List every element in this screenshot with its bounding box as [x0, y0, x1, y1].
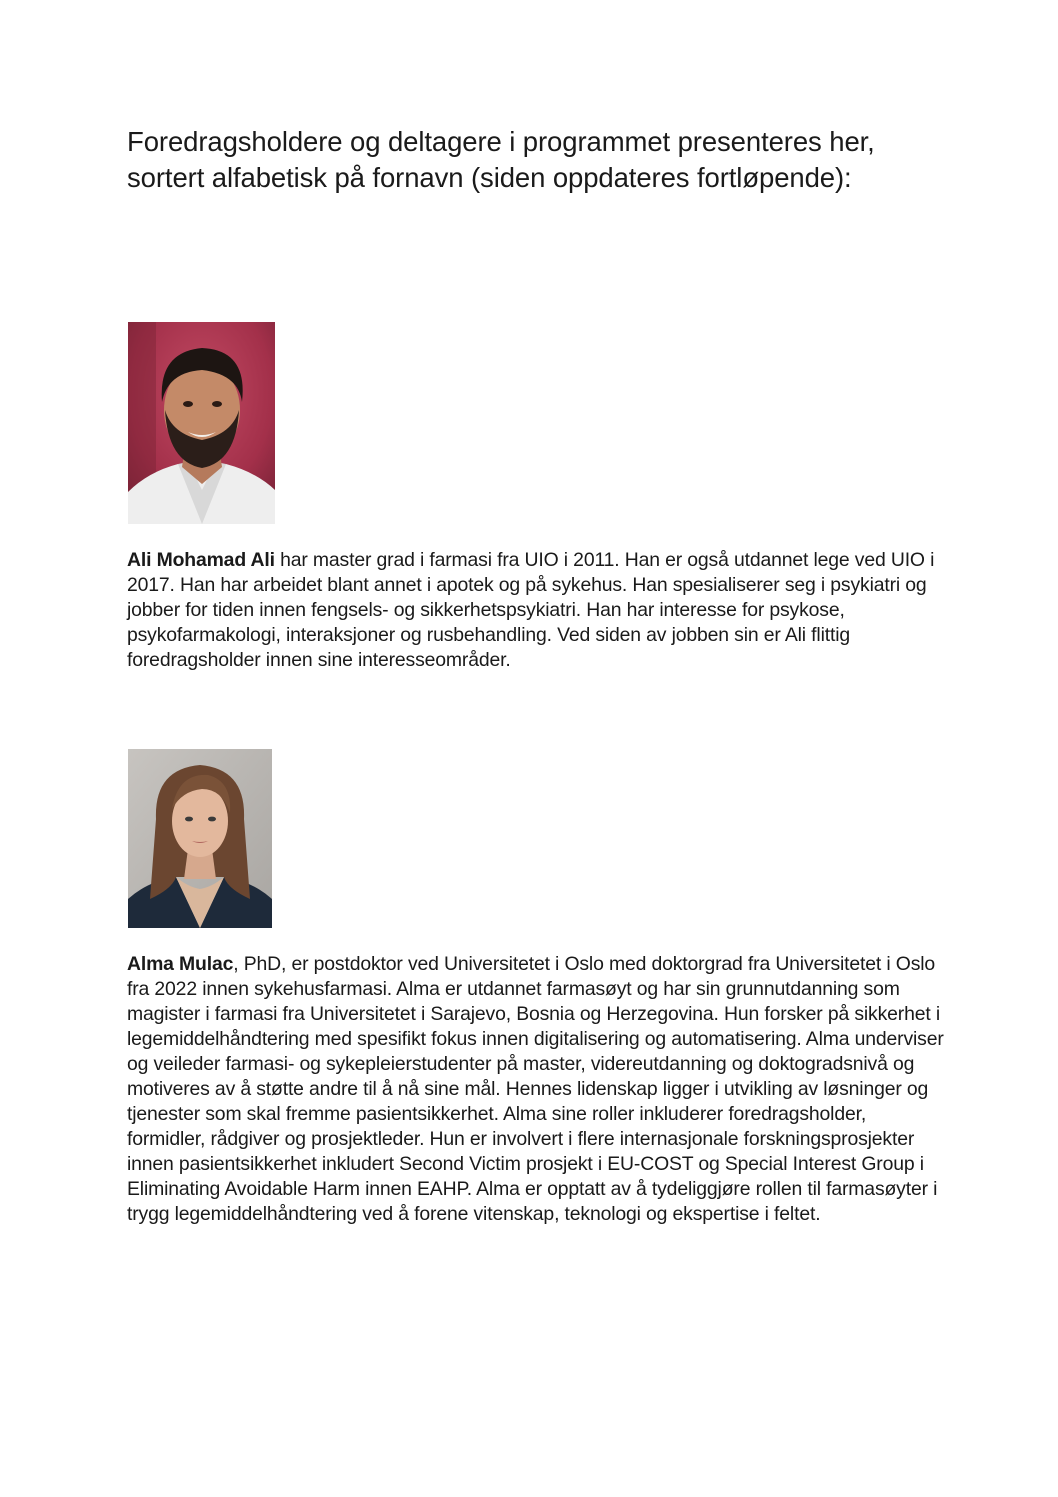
speaker-name-alma: Alma Mulac: [127, 953, 234, 975]
speaker-name-ali: Ali Mohamad Ali: [127, 549, 275, 571]
speaker-bio-alma: [127, 952, 947, 1227]
speaker-bio-text-ali: har master grad i farmasi fra UIO i 2011. Han er også utdannet lege ved UIO i 2017. Han har arbeidet blant annet i apotek og på sykehus. Han spesialiserer seg i psykiatri og jobber for tiden innen fengsels- og sikkerhetspsykiatri. Han har interesse for psykose, psykofarmakologi, interaksjoner og rusbehandling. Ved siden av jobben sin er Ali flittig foredragsholder innen sine interesseområder.: [127, 549, 935, 671]
page-heading: Foredragsholdere og deltagere i programmet presenteres her, sortert alfabetisk på fornavn (siden oppdateres fortløpende):: [127, 126, 875, 193]
speaker-photo-alma: [128, 749, 272, 928]
speaker-bio-text-alma: , PhD, er postdoktor ved Universitetet i Oslo med doktorgrad fra Universitetet i Oslo fra 2022 innen sykehusfarmasi. Alma er utdannet farmasøyt og har sin grunnutdanning som magister i farmasi fra Universitetet i Sarajevo, Bosnia og Herzegovina. Hun forsker på sikkerhet i legemiddelhåndtering med spesifikt fokus innen digitalisering og automatisering. Alma underviser og veileder farmasi- og sykepleierstudenter på master, videreutdanning og doktogradsnivå og motiveres av å støtte andre til å nå sine mål. Hennes lidenskap ligger i utvikling av løsninger og tjenester som skal fremme pasientsikkerhet. Alma sine roller inkluderer foredragsholder, formidler, rådgiver og prosjektleder. Hun er involvert i flere internasjonale forskningsprosjekter innen pasientsikkerhet inkludert Second Victim prosjekt i EU-COST og Special Interest Group i Eliminating Avoidable Harm innen EAHP. Alma er opptatt av å tydeliggjøre rollen til farmasøyter i trygg legemiddelhåndtering ved å forene vitenskap, teknologi og ekspertise i feltet.: [127, 953, 944, 1225]
speaker-bio-ali: [127, 548, 947, 673]
speaker-photo-ali: [128, 322, 275, 524]
